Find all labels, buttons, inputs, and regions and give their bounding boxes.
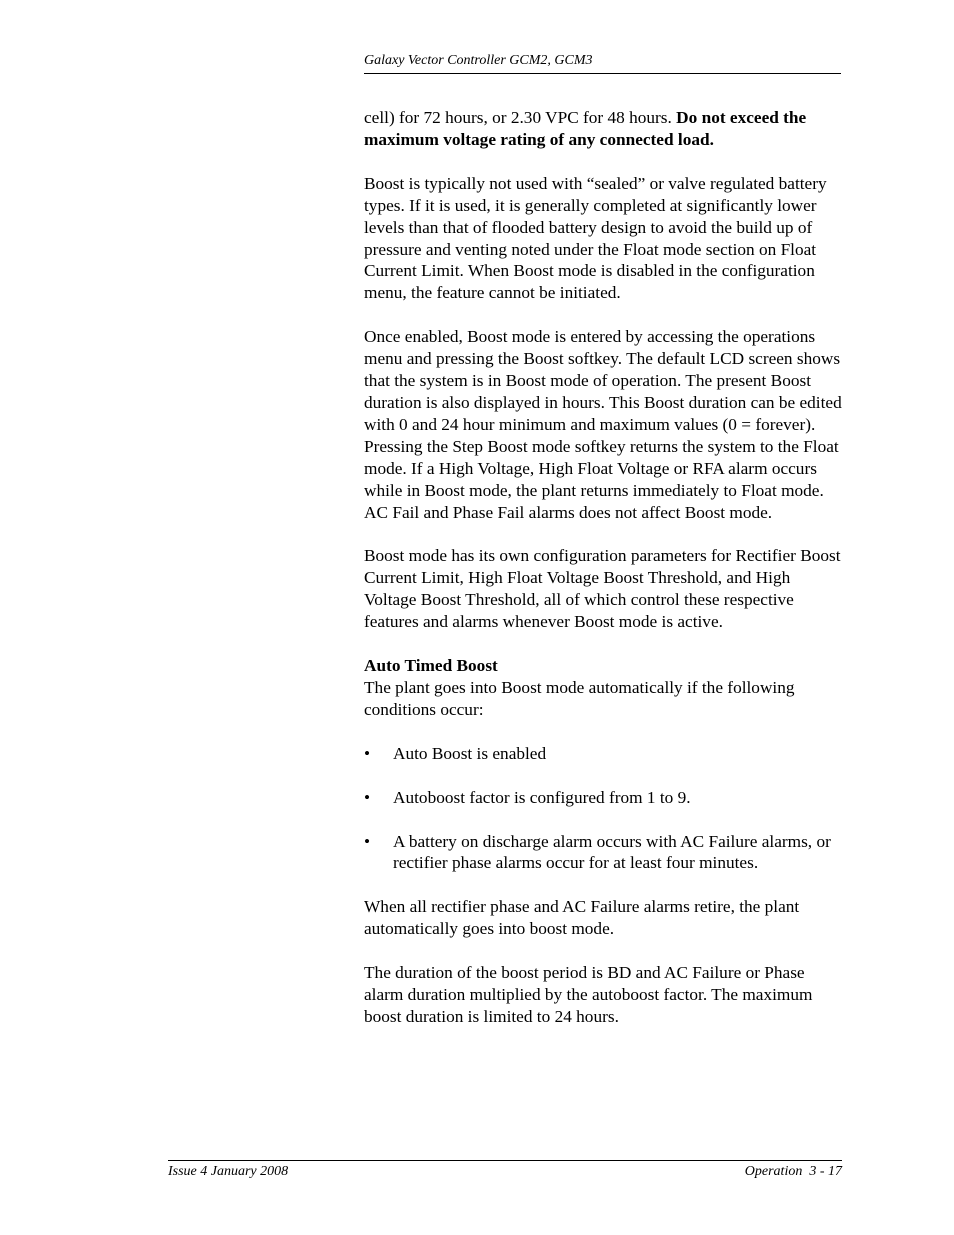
bullet-icon: • <box>364 831 371 851</box>
list-item-text: A battery on discharge alarm occurs with AC Failure alarms, or rectifier phase alarms occur for at least four minutes. <box>393 831 831 873</box>
section-heading: Auto Timed Boost <box>364 656 498 676</box>
footer-issue: Issue 4 January 2008 <box>168 1164 289 1179</box>
paragraph-continuation-text: cell) for 72 hours, or 2.30 VPC for 48 hours. <box>364 108 677 127</box>
paragraph-continuation <box>364 107 842 151</box>
running-footer <box>168 1160 842 1181</box>
header-title: Galaxy Vector Controller GCM2, GCM3 <box>364 53 593 68</box>
paragraph-alarms-retire: When all rectifier phase and AC Failure alarms retire, the plant automatically goes into boost mode. <box>364 897 800 939</box>
warning-text: Do not exceed the maximum voltage rating of any connected load. <box>364 108 807 149</box>
list-item-text: Autoboost factor is configured from 1 to 9. <box>393 787 691 807</box>
list-item-text: Auto Boost is enabled <box>393 743 547 763</box>
conditions-list <box>364 743 842 875</box>
page-content <box>364 107 842 1050</box>
bullet-icon: • <box>364 743 371 763</box>
list-item <box>364 787 842 809</box>
paragraph-boost-operation: Once enabled, Boost mode is entered by accessing the operations menu and pressing the Boost softkey. The default LCD screen shows that the system is in Boost mode of operation. The present Boost duration is also displayed in hours. This Boost duration can be edited with 0 and 24 hour minimum and maximum values (0 = forever). Pressing the Step Boost mode softkey returns the system to the Float mode. If a High Voltage, High Float Voltage or RFA alarm occurs while in Boost mode, the plant returns immediately to Float mode. AC Fail and Phase Fail alarms does not affect Boost mode. <box>364 327 842 522</box>
footer-page-number: Operation 3 - 17 <box>744 1164 842 1179</box>
paragraph-boost-parameters: Boost mode has its own configuration parameters for Rectifier Boost Current Limit, High Float Voltage Boost Threshold, and High Voltage Boost Threshold, all of which control these respective features and alarms whenever Boost mode is active. <box>364 546 841 632</box>
bullet-icon: • <box>364 787 371 807</box>
paragraph-boost-duration: The duration of the boost period is BD and AC Failure or Phase alarm duration multiplied by the autoboost factor. The maximum boost duration is limited to 24 hours. <box>364 963 813 1026</box>
list-item <box>364 743 842 765</box>
running-header <box>364 52 841 74</box>
paragraph-auto-boost-intro: The plant goes into Boost mode automatically if the following conditions occur: <box>364 677 795 719</box>
paragraph-sealed-batteries: Boost is typically not used with “sealed” or valve regulated battery types. If it is used, it is generally completed at significantly lower levels than that of flooded battery design to avoid the build up of pressure and venting noted under the Float mode section on Float Current Limit. When Boost mode is disabled in the configuration menu, the feature cannot be initiated. <box>364 173 827 303</box>
list-item <box>364 831 842 875</box>
